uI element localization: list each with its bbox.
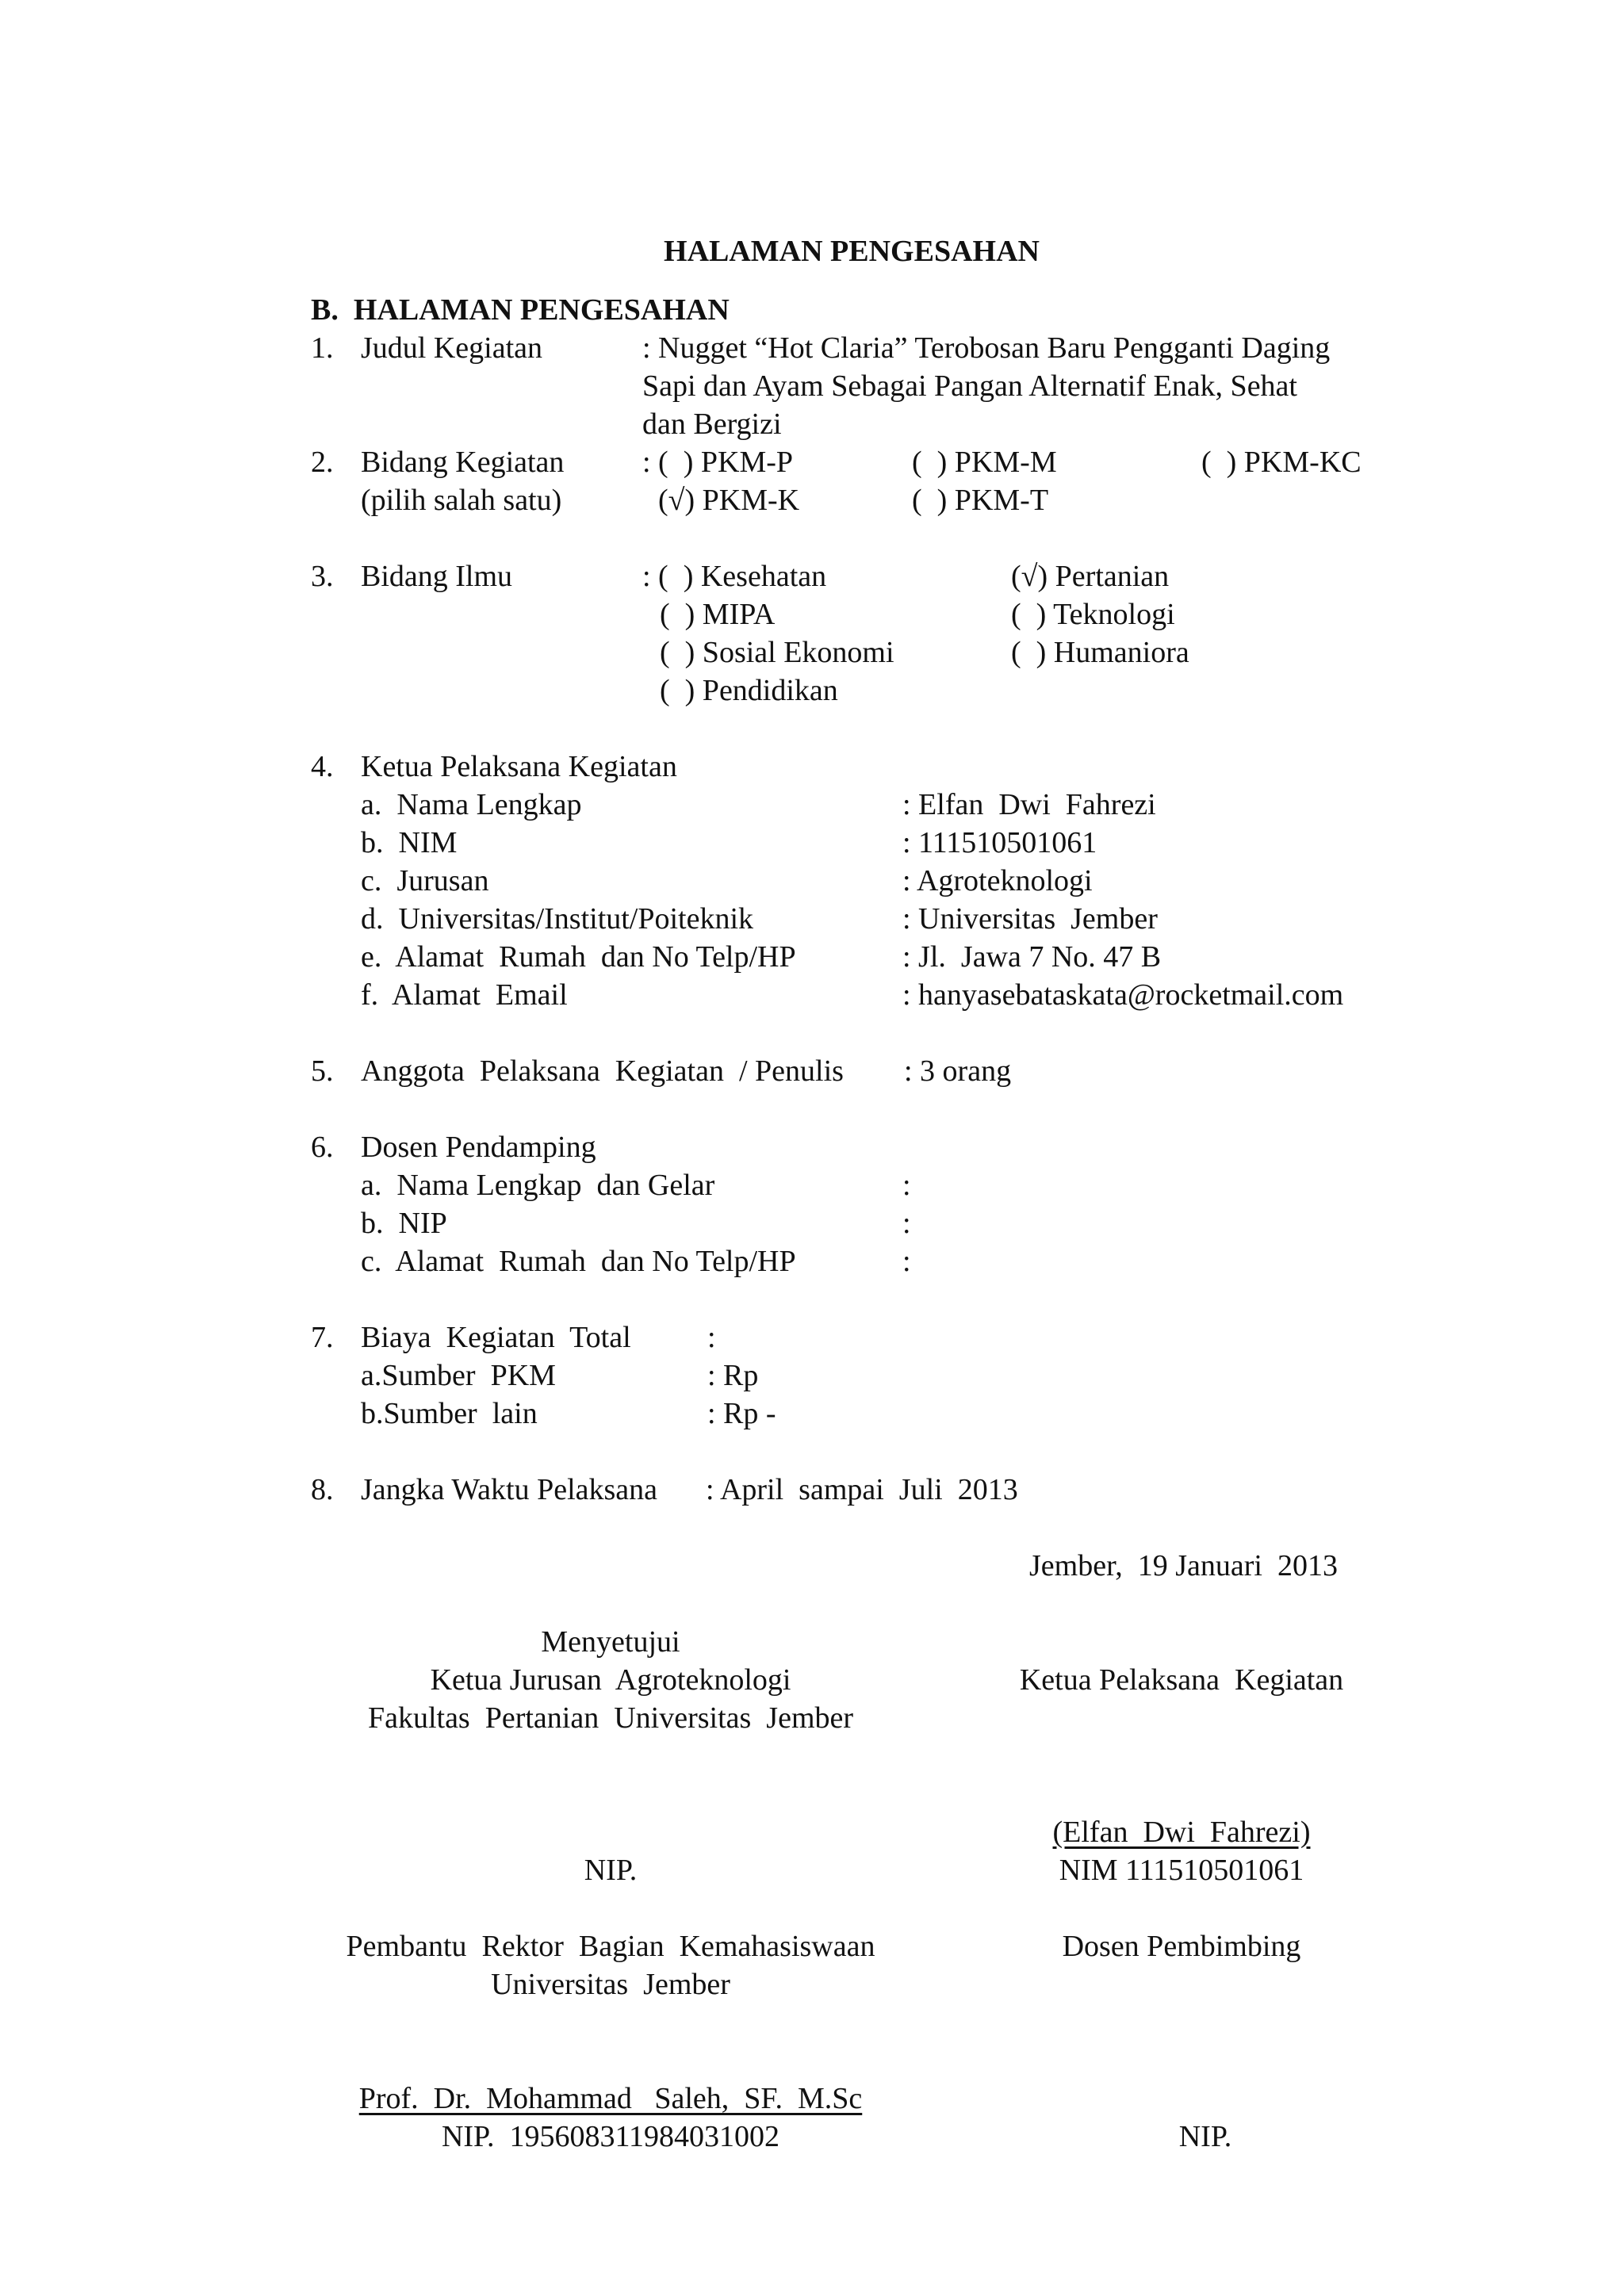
item3-option-mipa: ( ) MIPA	[660, 598, 776, 631]
item7-number: 7.	[311, 1321, 334, 1354]
item6-row-label: c. Alamat Rumah dan No Telp/HP	[361, 1245, 796, 1278]
item4-row-value: : Agroteknologi	[902, 864, 1093, 897]
approver-faculty: Fakultas Pertanian Universitas Jember	[367, 1701, 854, 1735]
item4-row-label: c. Jurusan	[361, 864, 489, 897]
item4-number: 4.	[311, 750, 334, 783]
item7-row-value: : Rp	[707, 1359, 759, 1392]
item8-number: 8.	[311, 1473, 334, 1506]
vice-rector-university: Universitas Jember	[491, 1968, 730, 2001]
item7-value: :	[707, 1321, 716, 1354]
item2-option-pkm-k: (√) PKM-K	[658, 484, 800, 517]
item3-option-pendidikan: ( ) Pendidikan	[660, 674, 838, 707]
item4-row-value: : Jl. Jawa 7 No. 47 B	[902, 940, 1162, 974]
item6-number: 6.	[311, 1131, 334, 1164]
item1-value-line1: : Nugget “Hot Claria” Terobosan Baru Pengganti Daging	[642, 331, 1331, 365]
item4-row-value: : Universitas Jember	[902, 902, 1158, 936]
item5-value: : 3 orang	[904, 1054, 1012, 1088]
place-date: Jember, 19 Januari 2013	[1029, 1549, 1338, 1582]
item3-option-teknologi: ( ) Teknologi	[1011, 598, 1175, 631]
section-heading: B. HALAMAN PENGESAHAN	[311, 293, 730, 327]
item2-number: 2.	[311, 446, 334, 479]
item2-option-pkm-t: ( ) PKM-T	[912, 484, 1049, 517]
approval-label: Menyetujui	[541, 1625, 680, 1659]
supervisor-title: Dosen Pembimbing	[1062, 1930, 1301, 1963]
item4-label: Ketua Pelaksana Kegiatan	[361, 750, 677, 783]
item6-row-value: :	[902, 1207, 911, 1240]
item2-option-pkm-m: ( ) PKM-M	[912, 446, 1057, 479]
item3-option-sosial-ekonomi: ( ) Sosial Ekonomi	[660, 636, 894, 669]
leader-title: Ketua Pelaksana Kegiatan	[1019, 1663, 1344, 1697]
item3-number: 3.	[311, 560, 334, 593]
vice-rector-name: Prof. Dr. Mohammad Saleh, SF. M.Sc	[358, 2082, 863, 2115]
item4-row-value: : hanyasebataskata@rocketmail.com	[902, 978, 1344, 1012]
vice-rector-nip: NIP. 195608311984031002	[441, 2120, 780, 2153]
approver-title: Ketua Jurusan Agroteknologi	[430, 1663, 791, 1697]
item8-label: Jangka Waktu Pelaksana	[361, 1473, 658, 1506]
item4-row-value: : 111510501061	[902, 826, 1097, 859]
item3-option-kesehatan: : ( ) Kesehatan	[642, 560, 827, 593]
item5-number: 5.	[311, 1054, 334, 1088]
item4-row-label: b. NIM	[361, 826, 458, 859]
item4-row-label: e. Alamat Rumah dan No Telp/HP	[361, 940, 796, 974]
item8-value: : April sampai Juli 2013	[706, 1473, 1018, 1506]
item2-sublabel: (pilih salah satu)	[361, 484, 562, 517]
page-title: HALAMAN PENGESAHAN	[664, 235, 1040, 268]
item7-row-label: a.Sumber PKM	[361, 1359, 556, 1392]
item1-value-line3: dan Bergizi	[642, 408, 782, 441]
item7-row-label: b.Sumber lain	[361, 1397, 538, 1430]
item2-option-pkm-kc: ( ) PKM-KC	[1201, 446, 1362, 479]
item6-row-label: b. NIP	[361, 1207, 447, 1240]
item1-value-line2: Sapi dan Ayam Sebagai Pangan Alternatif Enak, Sehat	[642, 369, 1297, 403]
leader-nim: NIM 111510501061	[1059, 1854, 1304, 1887]
item4-row-label: f. Alamat Email	[361, 978, 568, 1012]
item7-row-value: : Rp -	[707, 1397, 776, 1430]
vice-rector-title: Pembantu Rektor Bagian Kemahasiswaan	[346, 1930, 875, 1963]
item1-label: Judul Kegiatan	[361, 331, 543, 365]
item6-row-value: :	[902, 1245, 911, 1278]
item7-label: Biaya Kegiatan Total	[361, 1321, 631, 1354]
item4-row-label: a. Nama Lengkap	[361, 788, 582, 821]
item3-option-pertanian: (√) Pertanian	[1011, 560, 1170, 593]
item4-row-value: : Elfan Dwi Fahrezi	[902, 788, 1156, 821]
approver-nip: NIP.	[584, 1854, 638, 1887]
leader-name: (Elfan Dwi Fahrezi)	[1052, 1816, 1311, 1849]
item2-option-pkm-p: : ( ) PKM-P	[642, 446, 794, 479]
item3-option-humaniora: ( ) Humaniora	[1011, 636, 1189, 669]
supervisor-nip: NIP.	[1178, 2120, 1232, 2153]
item3-label: Bidang Ilmu	[361, 560, 513, 593]
item5-label: Anggota Pelaksana Kegiatan / Penulis	[361, 1054, 844, 1088]
item1-number: 1.	[311, 331, 334, 365]
item6-row-value: :	[902, 1169, 911, 1202]
item6-row-label: a. Nama Lengkap dan Gelar	[361, 1169, 715, 1202]
item2-label: Bidang Kegiatan	[361, 446, 565, 479]
item4-row-label: d. Universitas/Institut/Poiteknik	[361, 902, 754, 936]
item6-label: Dosen Pendamping	[361, 1131, 596, 1164]
